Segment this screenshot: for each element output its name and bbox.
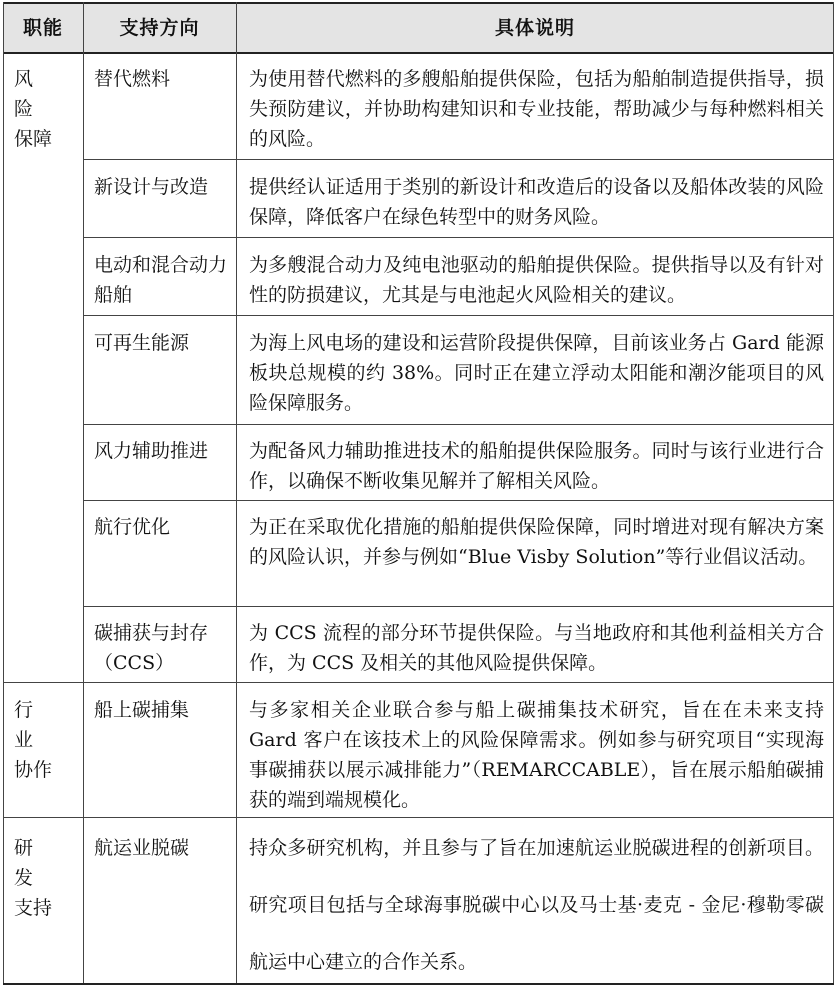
function-cell-rnd: 研 发 支持: [14, 837, 53, 919]
table-border-right: [833, 2, 834, 985]
description-cell: 为配备风力辅助推进技术的船舶提供保险服务。同时与该行业进行合作，以确保不断收集见解并了解相关风险。: [249, 440, 824, 492]
row-divider: [84, 424, 834, 425]
description-cell: 为多艘混合动力及纯电池驱动的船舶提供保险。提供指导以及有针对性的防损建议，尤其是与电池起火风险相关的建议。: [249, 254, 824, 306]
description-cell: 为正在采取优化措施的船舶提供保险保障，同时增进对现有解决方案的风险认识，并参与例如“Blue Visby Solution”等行业倡议活动。: [249, 516, 824, 568]
header-function: 职能: [22, 16, 63, 39]
function-cell-collaboration: 行 业 协作: [14, 699, 53, 781]
direction-cell: 船上碳捕集: [94, 699, 190, 721]
direction-cell: 碳捕获与封存（CCS）: [94, 622, 209, 674]
direction-cell: 电动和混合动力船舶: [94, 254, 228, 306]
table-divider-1: [83, 2, 84, 985]
group-divider: [3, 817, 834, 818]
row-divider: [84, 315, 834, 316]
row-divider: [84, 237, 834, 238]
table-border-left: [3, 2, 4, 985]
row-divider: [84, 500, 834, 501]
header-description: 具体说明: [494, 16, 575, 39]
description-cell: 持众多研究机构，并且参与了旨在加速航运业脱碳进程的创新项目。研究项目包括与全球海事脱碳中心以及马士基·麦克 - 金尼·穆勒零碳航运中心建立的合作关系。: [249, 837, 824, 973]
description-cell: 提供经认证适用于类别的新设计和改造后的设备以及船体改装的风险保障，降低客户在绿色转型中的财务风险。: [249, 176, 824, 228]
table-divider-2: [236, 2, 237, 985]
description-cell: 为使用替代燃料的多艘船舶提供保险，包括为船舶制造提供指导，损失预防建议，并协助构建知识和专业技能，帮助减少与每种燃料相关的风险。: [249, 68, 824, 150]
direction-cell: 替代燃料: [94, 68, 171, 90]
group-divider: [3, 682, 834, 683]
description-cell: 为 CCS 流程的部分环节提供保险。与当地政府和其他利益相关方合作，为 CCS 及相关的其他风险提供保障。: [249, 622, 824, 674]
direction-cell: 航运业脱碳: [94, 837, 190, 859]
row-divider: [84, 606, 834, 607]
direction-cell: 新设计与改造: [94, 176, 209, 198]
direction-cell: 风力辅助推进: [94, 440, 209, 462]
direction-cell: 航行优化: [94, 516, 171, 538]
description-cell: 与多家相关企业联合参与船上碳捕集技术研究，旨在在未来支持 Gard 客户在该技术上的风险保障需求。例如参与研究项目“实现海事碳捕获以展示减排能力”（REMARCCABLE），旨在展示船舶碳捕获的端到端规模化。: [249, 699, 824, 811]
row-divider: [84, 159, 834, 160]
table-header-row: [3, 2, 834, 54]
function-cell-risk: 风 险 保障: [14, 68, 53, 150]
direction-cell: 可再生能源: [94, 332, 190, 354]
header-direction: 支持方向: [119, 16, 200, 39]
description-cell: 为海上风电场的建设和运营阶段提供保障，目前该业务占 Gard 能源板块总规模的约 38%。同时正在建立浮动太阳能和潮汐能项目的风险保障服务。: [249, 332, 824, 414]
